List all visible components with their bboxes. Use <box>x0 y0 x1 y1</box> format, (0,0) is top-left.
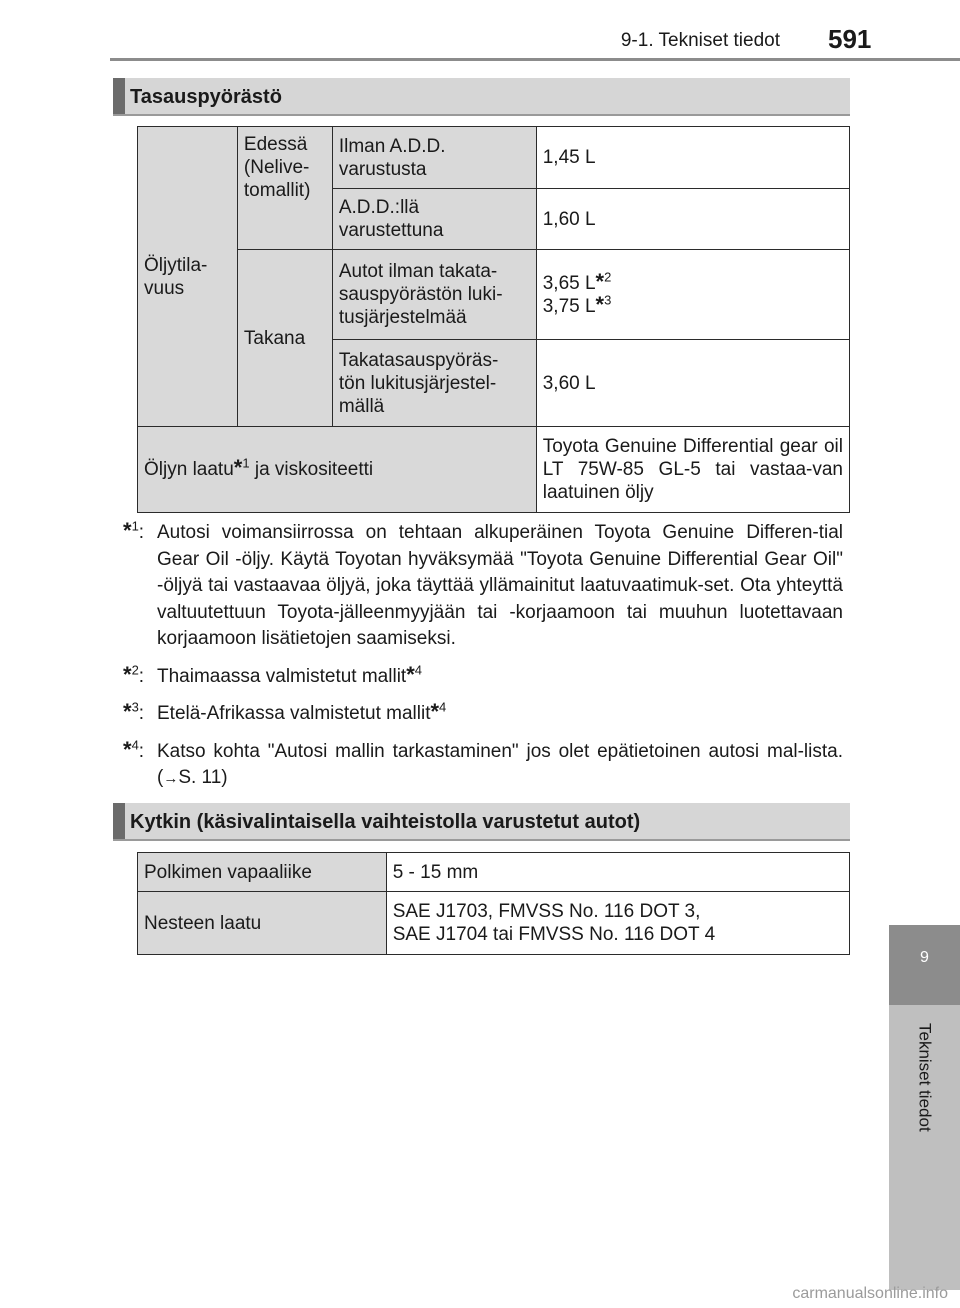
clutch-value-cell: SAE J1703, FMVSS No. 116 DOT 3, SAE J1704 tai FMVSS No. 116 DOT 4 <box>386 892 849 955</box>
footnote-mark: *$^2$: <box>123 661 145 687</box>
chapter-number: 9 <box>920 949 929 966</box>
asterisk-icon: * <box>123 699 132 724</box>
footnote-mark: *$^4$: <box>123 736 145 762</box>
section-heading-text: Tasauspyörästö <box>130 86 282 108</box>
condition-cell: Autot ilman takata- sauspyörästön luki- tusjärjestelmää <box>332 250 536 340</box>
footnote-1: *$^1$: Autosi voimansiirrossa on tehtaan alkuperäinen Toyota Genuine Differen-tial Gear Oil -öljy. Käytä Toyotan hyväksymää "Toyota Genuine Differential Gear Oil" -öljyä tai vastaavaa öljyä, joka täyttää yllämainitut laatuvaatimuk-set. Ota yhteyttä valtuutettuun Toyota-jälleenmyyjään tai -korjaamoon tai muuhun luotettavaan korjaamoon lisätietojen saamiseksi. <box>123 518 843 649</box>
value-cell: 1,60 L <box>536 189 849 250</box>
section-heading-differential <box>113 78 850 116</box>
asterisk-icon: * <box>406 661 415 687</box>
section-heading-text: Kytkin (käsivalintaisella vaihteistolla varustetut autot) <box>130 811 641 833</box>
differential-table <box>137 126 850 513</box>
chapter-title: Tekniset tiedot <box>915 1023 935 1132</box>
footnote-mark: *$^3$: <box>123 699 145 724</box>
value-cell: 3,65 L*$^2$ 3,75 L*$^3$ <box>536 250 849 340</box>
arrow-right-icon: → <box>163 770 179 787</box>
footnote-3: *$^3$: Etelä-Afrikassa valmistetut mallit*$^4$ <box>123 701 843 728</box>
footnote-4: *$^4$: Katso kohta "Autosi mallin tarkastaminen" jos olet epätietoinen autosi mal-lista. (→S. 11) <box>123 736 843 788</box>
rear-label: Takana <box>237 250 332 427</box>
clutch-value-cell: 5 - 15 mm <box>386 853 849 892</box>
value-cell: 1,45 L <box>536 127 849 189</box>
front-label: Edessä (Nelive- tomallit) <box>237 127 332 250</box>
oil-capacity-label: Öljytila- vuus <box>138 127 238 427</box>
asterisk-icon: * <box>430 699 440 724</box>
value-cell: 3,60 L <box>536 340 849 427</box>
oil-quality-label: Öljyn laatu*$^1$ ja viskositeetti <box>138 427 537 513</box>
footnotes <box>123 520 843 804</box>
chapter-title-tab <box>889 1005 960 1290</box>
page-reference-link[interactable]: S. 11) <box>178 767 228 788</box>
asterisk-icon: * <box>123 518 132 543</box>
asterisk-icon: * <box>233 455 243 480</box>
condition-cell: Ilman A.D.D. varustusta <box>332 127 536 189</box>
header-divider <box>110 58 960 61</box>
watermark-text: carmanualsonline.info <box>792 1285 948 1302</box>
header-section-title: 9-1. Tekniset tiedot <box>620 30 780 51</box>
clutch-label-cell: Polkimen vapaaliike <box>138 853 387 892</box>
clutch-label-cell: Nesteen laatu <box>138 892 387 955</box>
chapter-tab[interactable] <box>889 925 960 1005</box>
section-heading-clutch <box>113 803 850 841</box>
condition-cell: A.D.D.:llä varustettuna <box>332 189 536 250</box>
asterisk-icon: * <box>595 268 605 294</box>
oil-quality-value: Toyota Genuine Differential gear oil LT 75W-85 GL-5 tai vastaa-van laatuinen öljy <box>536 427 849 513</box>
footnote-2: *$^2$: Thaimaassa valmistetut mallit*$^4$ <box>123 664 843 691</box>
page-number: 591 <box>828 24 872 54</box>
asterisk-icon: * <box>123 736 132 762</box>
asterisk-icon: * <box>123 661 132 687</box>
footnote-mark: *$^1$: <box>123 518 145 543</box>
clutch-table <box>137 852 850 955</box>
condition-cell: Takatasauspyöräs- tön lukitusjärjestel- mällä <box>332 340 536 427</box>
asterisk-icon: * <box>595 291 605 317</box>
